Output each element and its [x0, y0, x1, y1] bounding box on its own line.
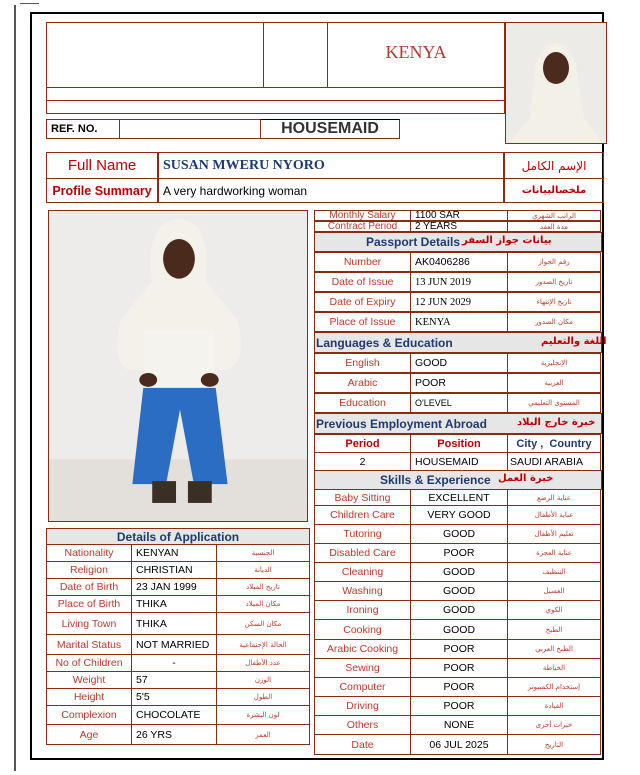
skill-row-label: Washing [314, 581, 411, 601]
left-margin-rule [14, 5, 16, 771]
full-body-photo [48, 210, 308, 522]
skill-row-label-ar: الطبخ [507, 619, 601, 640]
skill-row-value: GOOD [410, 600, 508, 620]
skill-row-label-ar: الخياطة [507, 658, 601, 678]
passport-row-label-ar: مكان الصدور [507, 312, 601, 332]
skill-row-label: Children Care [314, 505, 411, 525]
employment-col-country: City , Country [507, 434, 601, 453]
full-body-photo-image [49, 210, 307, 522]
contract-row-label: Monthly Salary [314, 210, 411, 221]
application-row-label: Religion [46, 561, 132, 579]
skill-row-label-ar: الغسيل [507, 581, 601, 601]
skill-row-label: Cooking [314, 619, 411, 640]
passport-row-label-ar: تاريخ الإنتهاء [507, 292, 601, 312]
application-row-label: Age [46, 724, 132, 745]
application-row-label-ar: الديانة [216, 561, 310, 579]
passport-row-label: Date of Expiry [314, 292, 411, 312]
employment-country: SAUDI ARABIA [507, 452, 601, 471]
skill-row-value: GOOD [410, 581, 508, 601]
skill-row-label: Tutoring [314, 524, 411, 544]
skill-row-label-ar: خبرات أخرى [507, 715, 601, 735]
application-row-label: Place of Birth [46, 595, 132, 613]
skill-row-value: VERY GOOD [410, 505, 508, 525]
skill-row-label: Computer [314, 677, 411, 697]
application-row-label: No of Children [46, 654, 132, 672]
skill-row-label-ar: الكوي [507, 600, 601, 620]
passport-row-label: Number [314, 252, 411, 272]
application-row-value: THIKA [131, 595, 217, 613]
skill-row-label: Sewing [314, 658, 411, 678]
skill-row-label: Baby Sitting [314, 489, 411, 506]
application-row-value: THIKA [131, 612, 217, 635]
skill-row-label-ar: الطبخ العربي [507, 639, 601, 659]
application-row-value: 57 [131, 671, 217, 689]
application-row-label-ar: لون البشرة [216, 705, 310, 725]
header-mid-box [263, 22, 328, 88]
languages-title-text: Languages & Education [316, 336, 453, 350]
skill-row-label: Cleaning [314, 562, 411, 582]
language-row-label-ar: المستوى التعليمي [507, 393, 601, 413]
application-row-label: Nationality [46, 544, 132, 562]
ref-label: REF. NO. [46, 119, 120, 139]
skill-row-label: Arabic Cooking [314, 639, 411, 659]
application-row-label-ar: الوزن [216, 671, 310, 689]
contract-row-label-ar: الراتب الشهري [507, 210, 601, 221]
application-row-label: Height [46, 688, 132, 706]
skills-title-text-ar: خبرة العمل [498, 473, 554, 484]
skill-row-value: NONE [410, 715, 508, 735]
application-row-label-ar: الطول [216, 688, 310, 706]
application-row-label-ar: العمر [216, 724, 310, 745]
application-row-value: 23 JAN 1999 [131, 578, 217, 596]
application-row-label: Complexion [46, 705, 132, 725]
full-name-label-ar: الإسم الكامل [504, 152, 604, 179]
profile-summary-label-ar: ملخصالبيانات [504, 178, 604, 203]
passport-title-text: Passport Details [366, 235, 461, 249]
application-row-label-ar: عدد الأطفال [216, 654, 310, 672]
header-strip-2 [46, 100, 505, 114]
passport-row-value: KENYA [410, 312, 508, 332]
application-row-value: NOT MARRIED [131, 634, 217, 655]
language-row-label-ar: الإنجليزية [507, 353, 601, 373]
skill-row-value: POOR [410, 543, 508, 563]
contract-row-value: 2 YEARS [410, 221, 508, 232]
application-row-value: KENYAN [131, 544, 217, 562]
employment-period: 2 [314, 452, 411, 471]
skill-row-label-ar: التاريخ [507, 734, 601, 755]
application-row-value: CHOCOLATE [131, 705, 217, 725]
language-row-label: Education [314, 393, 411, 413]
skill-row-value: 06 JUL 2025 [410, 734, 508, 755]
application-row-label-ar: الجنسية [216, 544, 310, 562]
skill-row-value: GOOD [410, 524, 508, 544]
ref-value [119, 119, 261, 139]
passport-row-label-ar: تاريخ الصدور [507, 272, 601, 292]
application-row-label-ar: تاريخ الميلاد [216, 578, 310, 596]
skill-row-value: GOOD [410, 619, 508, 640]
passport-row-value: AK0406286 [410, 252, 508, 272]
skill-row-label-ar: إستخدام الكمبيوتر [507, 677, 601, 697]
skill-row-label: Date [314, 734, 411, 755]
skill-row-value: POOR [410, 677, 508, 697]
employment-title-text-ar: خبرة خارج البلاد [517, 417, 596, 428]
passport-row-label: Place of Issue [314, 312, 411, 332]
passport-row-label-ar: رقم الجواز [507, 252, 601, 272]
employment-title-text: Previous Employment Abroad [316, 417, 487, 431]
skill-row-value: POOR [410, 658, 508, 678]
skill-row-value: POOR [410, 696, 508, 716]
application-row-value: CHRISTIAN [131, 561, 217, 579]
contract-row-label: Contract Period [314, 221, 411, 232]
full-name-label: Full Name [46, 152, 158, 179]
skills-title-text: Skills & Experience [380, 473, 491, 487]
profile-summary-value: A very hardworking woman [158, 178, 504, 203]
application-row-label-ar: الحالة الإجتماعية [216, 634, 310, 655]
passport-row-value: 13 JUN 2019 [410, 272, 508, 292]
language-row-label-ar: العربية [507, 373, 601, 393]
passport-row-label: Date of Issue [314, 272, 411, 292]
portrait-photo [506, 23, 606, 143]
language-row-label: English [314, 353, 411, 373]
language-row-label: Arabic [314, 373, 411, 393]
skill-row-label-ar: التنظيف [507, 562, 601, 582]
application-row-value: 26 YRS [131, 724, 217, 745]
portrait-box [505, 22, 607, 144]
skill-row-label-ar: عناية الأطفال [507, 505, 601, 525]
application-row-label-ar: مكان الميلاد [216, 595, 310, 613]
skill-row-label: Driving [314, 696, 411, 716]
application-row-value: 5'5 [131, 688, 217, 706]
application-row-label-ar: مكان السكن [216, 612, 310, 635]
skill-row-label: Others [314, 715, 411, 735]
full-name-value: SUSAN MWERU NYORO [158, 152, 504, 179]
application-title: Details of Application [46, 528, 310, 545]
language-row-value: POOR [410, 373, 508, 393]
language-row-value: O'LEVEL [410, 393, 508, 413]
contract-row-value: 1100 SAR [410, 210, 508, 221]
skill-row-value: POOR [410, 639, 508, 659]
passport-title-text-ar: بيانات جواز السفر [462, 235, 552, 246]
skill-row-value: EXCELLENT [410, 489, 508, 506]
languages-title-text-ar: اللغة والتعليم [541, 336, 607, 347]
contract-row-label-ar: مدة العقد [507, 221, 601, 232]
skill-row-label-ar: تعليم الأطفال [507, 524, 601, 544]
employment-col-period: Period [314, 434, 411, 453]
top-margin-rule [20, 3, 39, 4]
application-row-label: Date of Birth [46, 578, 132, 596]
employment-position: HOUSEMAID [410, 452, 508, 471]
skill-row-label-ar: عناية العجزة [507, 543, 601, 563]
application-row-value: - [131, 654, 217, 672]
skill-row-label-ar: عناية الرضع [507, 489, 601, 506]
profile-summary-label: Profile Summary [46, 178, 158, 203]
header-left-box [46, 22, 264, 88]
skill-row-label: Disabled Care [314, 543, 411, 563]
employment-col-position: Position [410, 434, 508, 453]
skill-row-label-ar: القيادة [507, 696, 601, 716]
language-row-value: GOOD [410, 353, 508, 373]
skill-row-value: GOOD [410, 562, 508, 582]
application-row-label: Weight [46, 671, 132, 689]
position-title: HOUSEMAID [260, 119, 400, 139]
application-row-label: Living Town [46, 612, 132, 635]
header-strip-1 [46, 87, 505, 101]
skill-row-label: Ironing [314, 600, 411, 620]
passport-row-value: 12 JUN 2029 [410, 292, 508, 312]
application-row-label: Marital Status [46, 634, 132, 655]
country-title: KENYA [327, 22, 505, 88]
